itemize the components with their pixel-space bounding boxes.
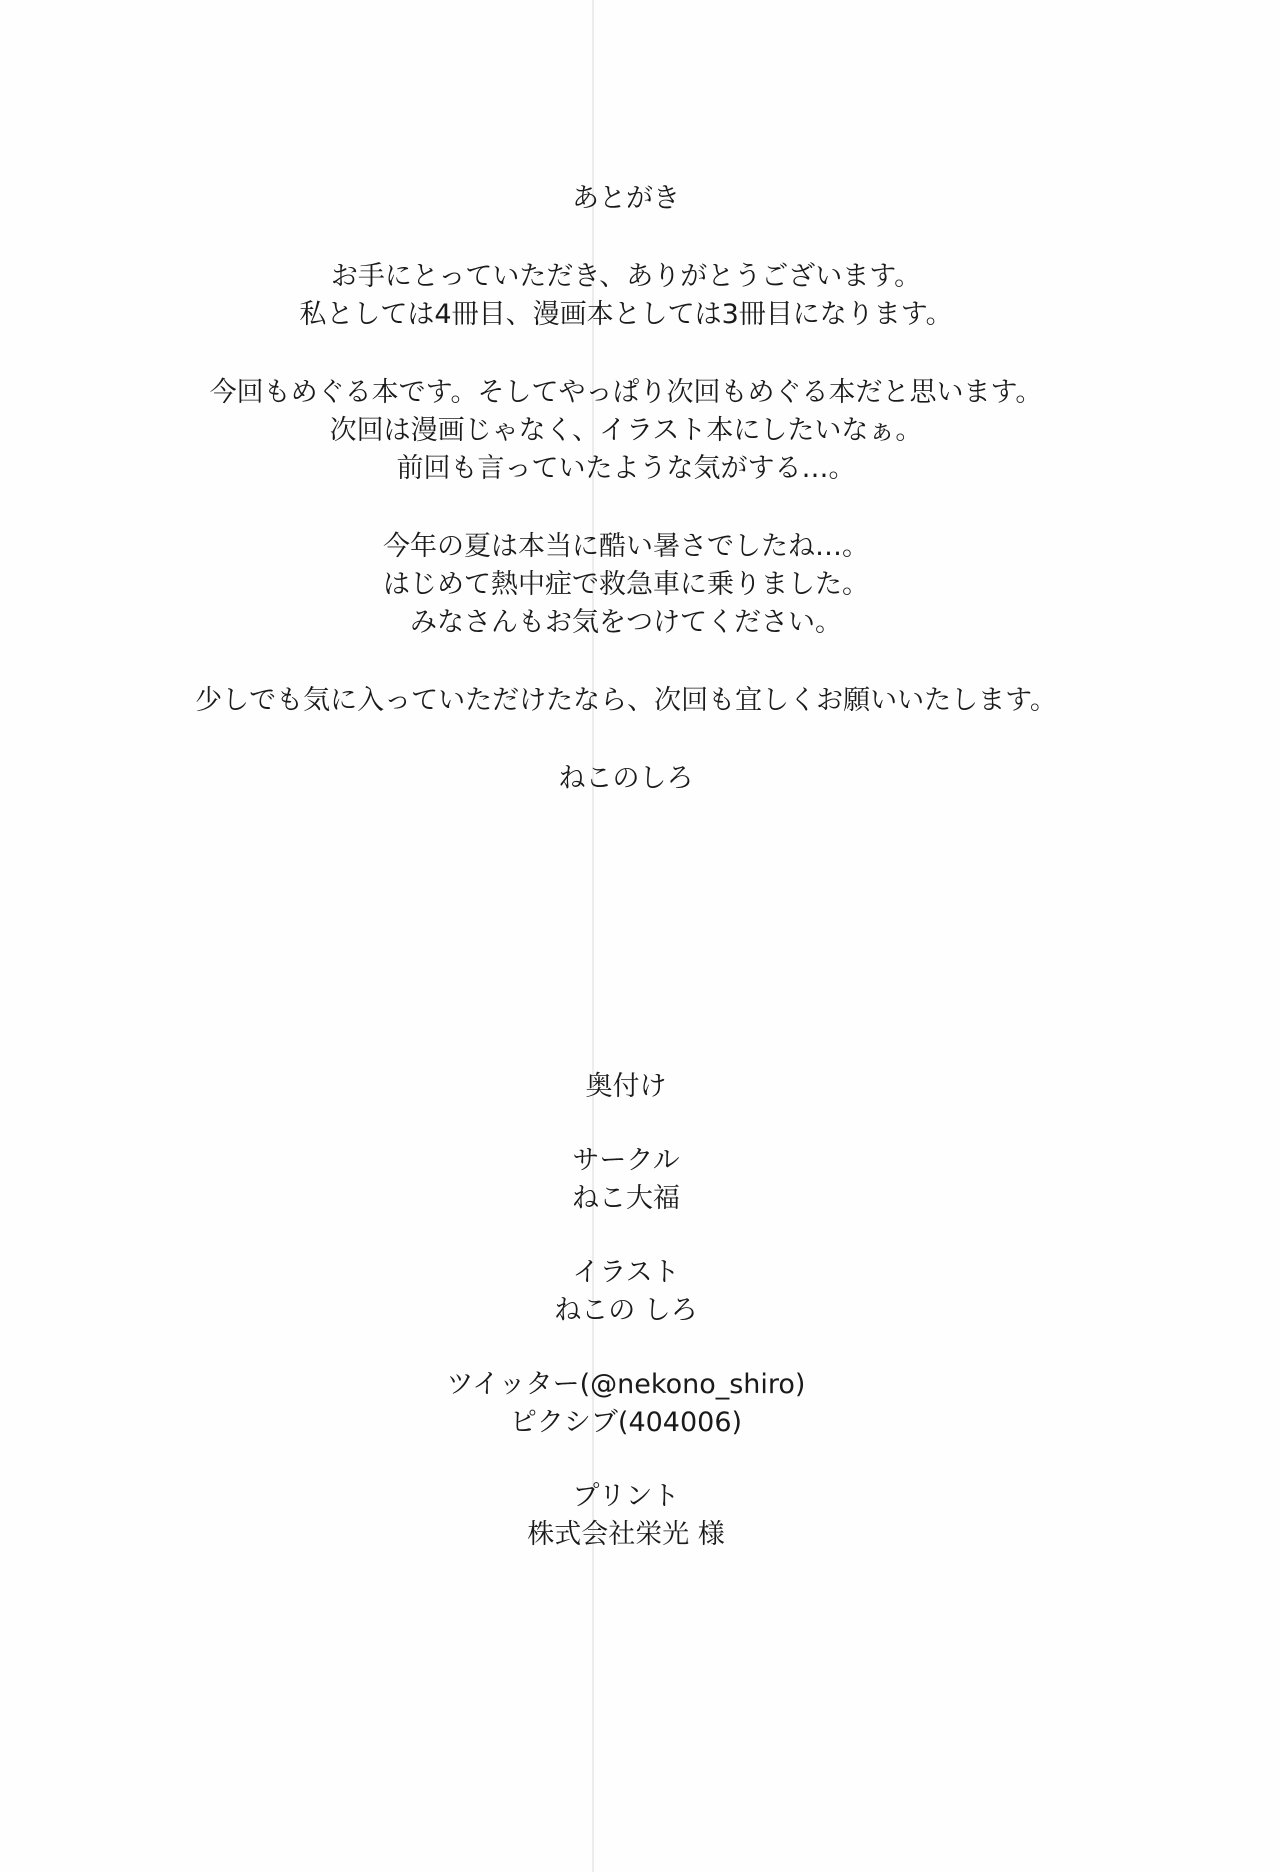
afterword-paragraph-2	[0, 374, 1252, 488]
text-line: 前回も言っていたような気がする…。	[396, 453, 856, 484]
afterword-paragraph-3	[0, 528, 1252, 642]
twitter-handle: ツイッター(@nekono_shiro)	[446, 1369, 806, 1400]
print-label: プリント	[572, 1481, 680, 1512]
afterword-paragraph-1	[0, 258, 1252, 334]
circle-label: サークル	[572, 1145, 680, 1176]
sns-block	[0, 1366, 1252, 1442]
pixiv-id: ピクシブ(404006)	[509, 1407, 743, 1438]
print-name: 株式会社栄光 様	[527, 1519, 725, 1550]
illust-block	[0, 1254, 1252, 1330]
circle-block	[0, 1142, 1252, 1218]
colophon-section	[0, 1068, 1252, 1590]
text-line: 次回は漫画じゃなく、イラスト本にしたいなぁ。	[329, 415, 923, 446]
colophon-heading-block	[0, 1068, 1252, 1106]
illust-label: イラスト	[572, 1257, 680, 1288]
print-block	[0, 1478, 1252, 1554]
circle-name: ねこ大福	[572, 1183, 680, 1214]
text-line: 今回もめぐる本です。そしてやっぱり次回もめぐる本だと思います。	[209, 377, 1043, 408]
afterword-section	[0, 180, 1252, 798]
text-line: お手にとっていただき、ありがとうございます。	[330, 261, 922, 292]
afterword-paragraph-4	[0, 682, 1252, 720]
text-line: はじめて熱中症で救急車に乗りました。	[383, 569, 869, 600]
text-line: 少しでも気に入っていただけたなら、次回も宜しくお願いいたします。	[195, 685, 1057, 716]
colophon-heading: 奥付け	[585, 1071, 667, 1102]
text-line: 今年の夏は本当に酷い暑さでしたね…。	[383, 531, 869, 562]
illust-name: ねこの しろ	[554, 1295, 698, 1326]
afterword-signature: ねこのしろ	[558, 763, 694, 794]
afterword-heading: あとがき	[572, 183, 680, 214]
text-line: みなさんもお気をつけてください。	[410, 607, 842, 638]
text-line: 私としては4冊目、漫画本としては3冊目になります。	[299, 299, 953, 330]
